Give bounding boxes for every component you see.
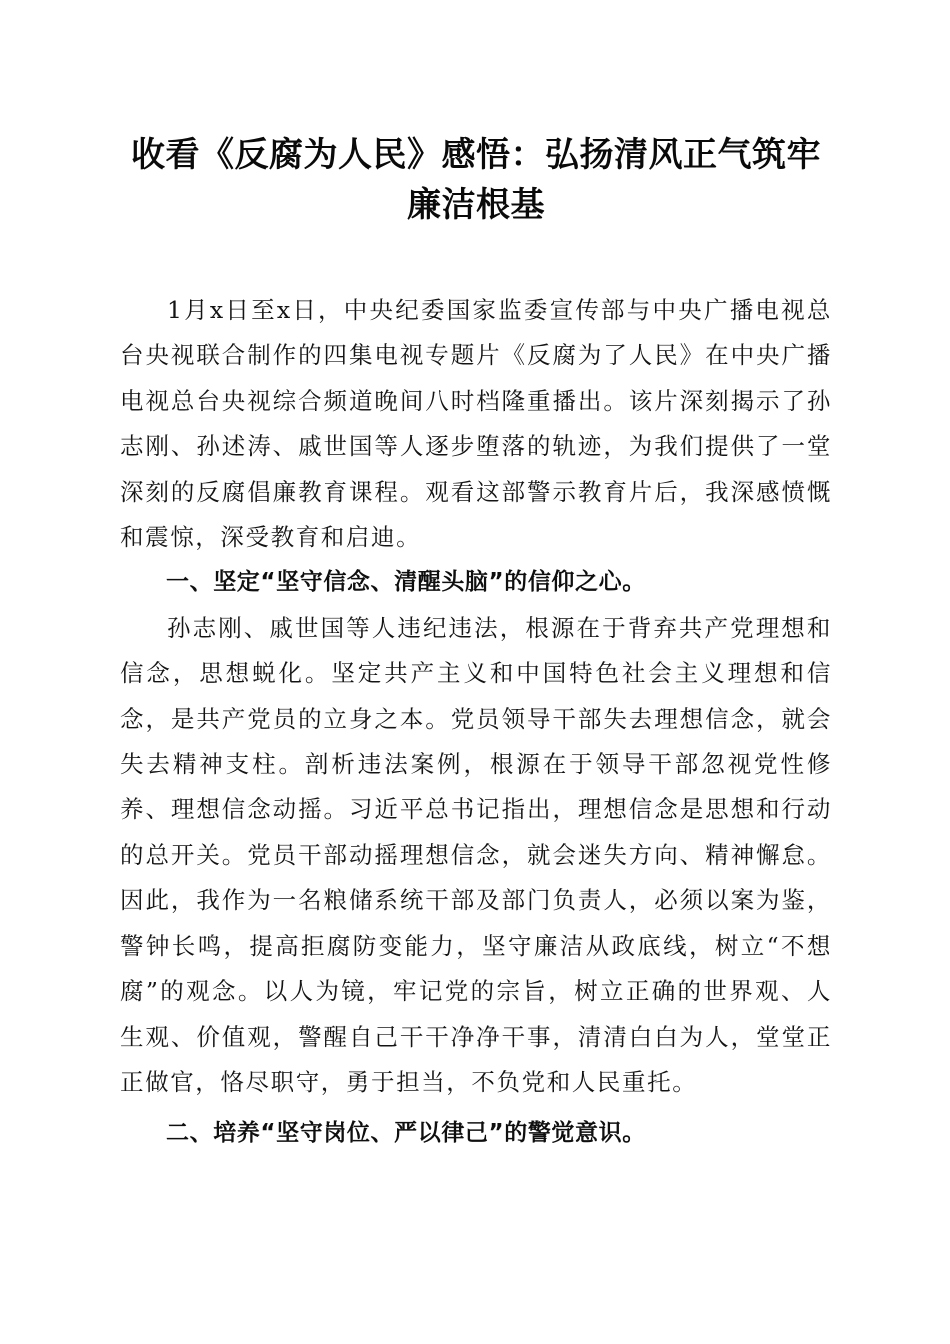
title-line-1: 收看《反腐为人民》感悟：弘扬清风正气筑牢 bbox=[131, 135, 821, 175]
document-title bbox=[120, 130, 832, 230]
section-1-paragraph: 孙志刚、戚世国等人违纪违法，根源在于背弃共产党理想和信念，思想蜕化。坚定共产主义和中国特色社会主义理想和信念，是共产党员的立身之本。党员领导干部失去理想信念，就会失去精神支柱。剖析违法案例，根源在于领导干部忽视党性修养、理想信念动摇。习近平总书记指出，理想信念是思想和行动的总开关。党员干部动摇理想信念，就会迷失方向、精神懈怠。因此，我作为一名粮储系统干部及部门负责人，必须以案为鉴，警钟长鸣，提高拒腐防变能力，坚守廉洁从政底线，树立“不想腐”的观念。以人为镜，牢记党的宗旨，树立正确的世界观、人生观、价值观，警醒自己干干净净干事，清清白白为人，堂堂正正做官，恪尽职守，勇于担当，不负党和人民重托。 bbox=[120, 613, 832, 1096]
section-heading-1: 一、坚定“坚守信念、清醒头脑”的信仰之心。 bbox=[166, 569, 646, 596]
title-line-2: 廉洁根基 bbox=[407, 185, 545, 225]
section-heading-2: 二、培养“坚守岗位、严以律己”的警觉意识。 bbox=[166, 1120, 646, 1147]
intro-paragraph: 1月x日至x日，中央纪委国家监委宣传部与中央广播电视总台央视联合制作的四集电视专题片《反腐为了人民》在中央广播电视总台央视综合频道晚间八时档隆重播出。该片深刻揭示了孙志刚、孙述涛、戚世国等人逐步堕落的轨迹，为我们提供了一堂深刻的反腐倡廉教育课程。观看这部警示教育片后，我深感愤慨和震惊，深受教育和启迪。 bbox=[120, 296, 832, 552]
document-body bbox=[120, 288, 832, 1157]
